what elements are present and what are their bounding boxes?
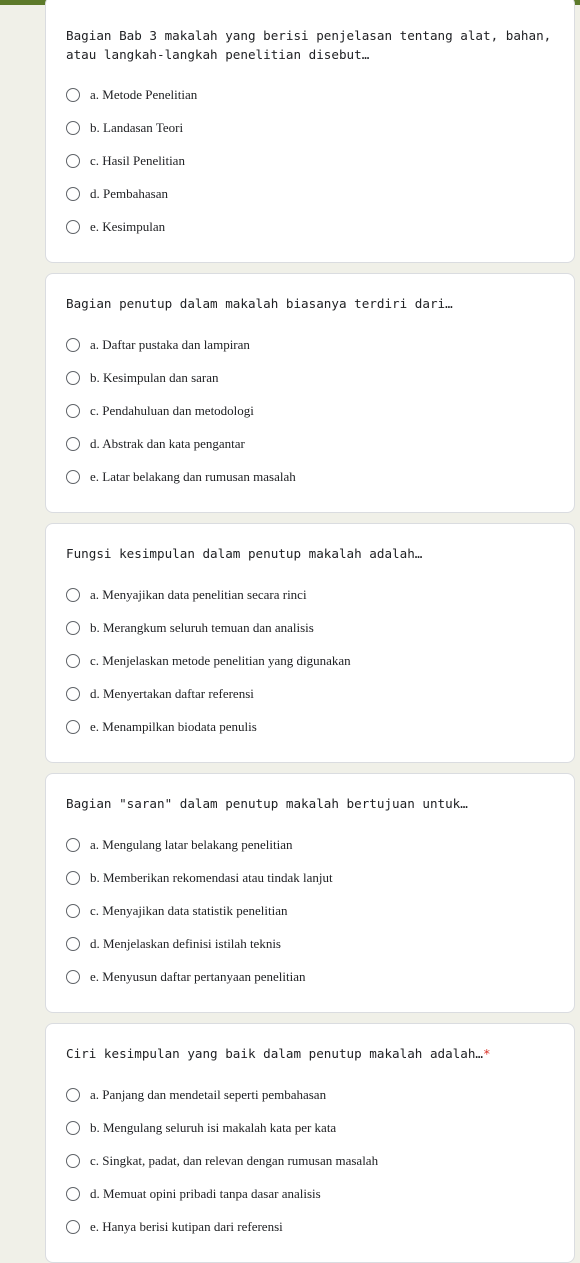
option-item[interactable]: b. Landasan Teori (66, 111, 558, 144)
radio-button[interactable] (66, 404, 80, 418)
option-item[interactable]: c. Pendahuluan dan metodologi (66, 394, 558, 427)
question-card-5 (45, 1023, 575, 1263)
question-text: Bagian penutup dalam makalah biasanya terdiri dari… (66, 296, 453, 311)
radio-button[interactable] (66, 720, 80, 734)
question-text: Fungsi kesimpulan dalam penutup makalah adalah… (66, 546, 423, 561)
option-item[interactable]: c. Menyajikan data statistik penelitian (66, 894, 558, 927)
option-item[interactable]: b. Kesimpulan dan saran (66, 361, 558, 394)
option-item[interactable]: e. Latar belakang dan rumusan masalah (66, 460, 558, 493)
option-item[interactable]: a. Menyajikan data penelitian secara rinci (66, 578, 558, 611)
radio-button[interactable] (66, 88, 80, 102)
radio-button[interactable] (66, 588, 80, 602)
radio-button[interactable] (66, 687, 80, 701)
radio-button[interactable] (66, 220, 80, 234)
option-item[interactable]: b. Memberikan rekomendasi atau tindak lanjut (66, 861, 558, 894)
option-item[interactable]: b. Merangkum seluruh temuan dan analisis (66, 611, 558, 644)
option-item[interactable]: a. Metode Penelitian (66, 78, 558, 111)
radio-button[interactable] (66, 371, 80, 385)
radio-button[interactable] (66, 937, 80, 951)
question-card-3 (45, 523, 575, 763)
option-item[interactable]: d. Pembahasan (66, 177, 558, 210)
radio-button[interactable] (66, 871, 80, 885)
option-item[interactable]: e. Menyusun daftar pertanyaan penelitian (66, 960, 558, 993)
question-card-2 (45, 273, 575, 513)
options-group (66, 828, 558, 993)
option-item[interactable]: a. Daftar pustaka dan lampiran (66, 328, 558, 361)
radio-button[interactable] (66, 154, 80, 168)
question-text: Ciri kesimpulan yang baik dalam penutup makalah adalah…* (66, 1046, 491, 1061)
radio-button[interactable] (66, 187, 80, 201)
radio-button[interactable] (66, 470, 80, 484)
radio-button[interactable] (66, 1220, 80, 1234)
options-group (66, 578, 558, 743)
option-item[interactable]: c. Hasil Penelitian (66, 144, 558, 177)
option-item[interactable]: d. Abstrak dan kata pengantar (66, 427, 558, 460)
option-item[interactable]: a. Panjang dan mendetail seperti pembahasan (66, 1078, 558, 1111)
radio-button[interactable] (66, 1088, 80, 1102)
radio-button[interactable] (66, 437, 80, 451)
option-item[interactable]: e. Menampilkan biodata penulis (66, 710, 558, 743)
radio-button[interactable] (66, 904, 80, 918)
option-item[interactable]: a. Mengulang latar belakang penelitian (66, 828, 558, 861)
option-item[interactable]: d. Menyertakan daftar referensi (66, 677, 558, 710)
question-text: Bagian Bab 3 makalah yang berisi penjelasan tentang alat, bahan, atau langkah-langkah penelitian disebut… (66, 28, 552, 62)
option-item[interactable]: d. Menjelaskan definisi istilah teknis (66, 927, 558, 960)
question-card-4 (45, 773, 575, 1013)
options-group (66, 1078, 558, 1243)
required-asterisk: * (483, 1046, 491, 1061)
question-card-1 (45, 0, 575, 263)
option-item[interactable]: b. Mengulang seluruh isi makalah kata per kata (66, 1111, 558, 1144)
radio-button[interactable] (66, 1121, 80, 1135)
question-text: Bagian "saran" dalam penutup makalah bertujuan untuk… (66, 796, 468, 811)
radio-button[interactable] (66, 1187, 80, 1201)
option-item[interactable]: d. Memuat opini pribadi tanpa dasar analisis (66, 1177, 558, 1210)
option-item[interactable]: c. Singkat, padat, dan relevan dengan rumusan masalah (66, 1144, 558, 1177)
option-item[interactable]: e. Hanya berisi kutipan dari referensi (66, 1210, 558, 1243)
options-group (66, 78, 558, 243)
radio-button[interactable] (66, 970, 80, 984)
radio-button[interactable] (66, 838, 80, 852)
radio-button[interactable] (66, 121, 80, 135)
option-item[interactable]: e. Kesimpulan (66, 210, 558, 243)
option-item[interactable]: c. Menjelaskan metode penelitian yang digunakan (66, 644, 558, 677)
radio-button[interactable] (66, 654, 80, 668)
radio-button[interactable] (66, 1154, 80, 1168)
options-group (66, 328, 558, 493)
radio-button[interactable] (66, 621, 80, 635)
radio-button[interactable] (66, 338, 80, 352)
